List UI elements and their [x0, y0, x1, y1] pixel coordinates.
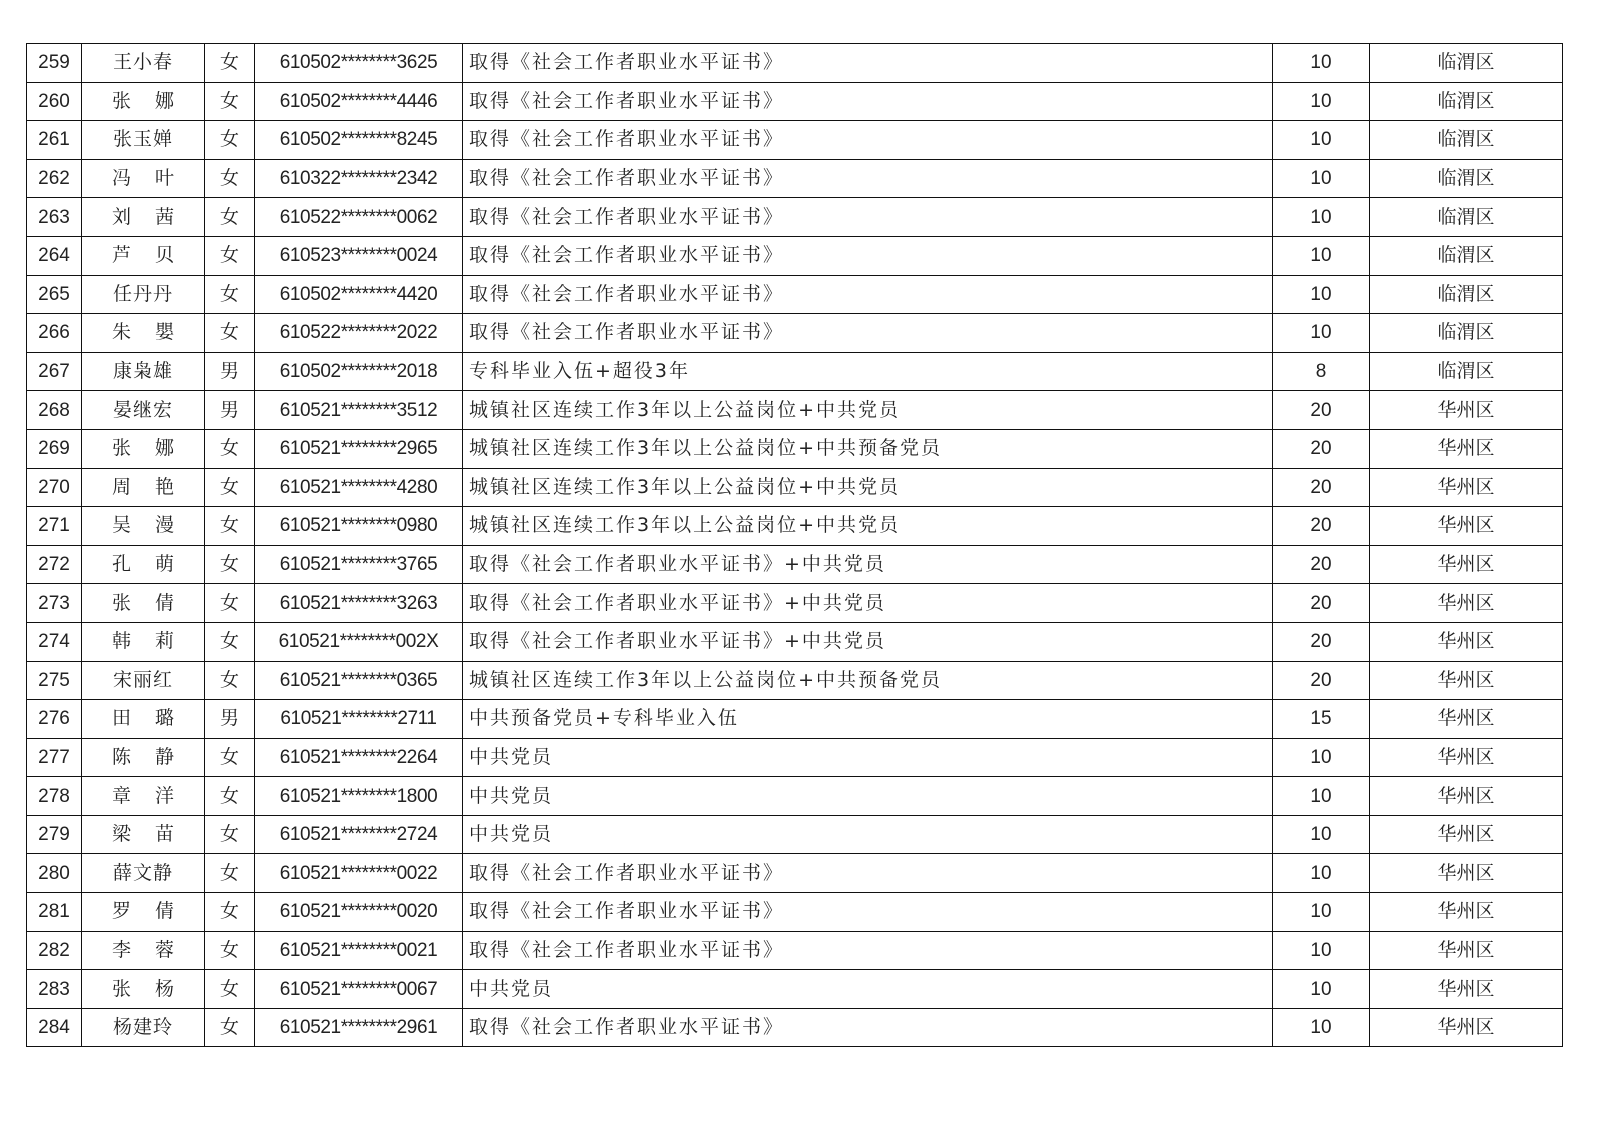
cell-district: 临渭区	[1370, 159, 1563, 198]
cell-condition: 取得《社会工作者职业水平证书》+中共党员	[463, 584, 1273, 623]
cell-number: 261	[27, 121, 82, 160]
cell-district: 华州区	[1370, 429, 1563, 468]
cell-condition: 取得《社会工作者职业水平证书》	[463, 159, 1273, 198]
cell-score: 10	[1273, 738, 1370, 777]
cell-district: 华州区	[1370, 391, 1563, 430]
table-row	[27, 1008, 1563, 1047]
cell-district: 华州区	[1370, 1008, 1563, 1047]
cell-condition: 取得《社会工作者职业水平证书》	[463, 236, 1273, 275]
table-row	[27, 429, 1563, 468]
cell-name: 张杨	[82, 970, 205, 1009]
cell-sex: 女	[205, 893, 255, 932]
cell-id-number: 610521********3512	[255, 391, 463, 430]
cell-sex: 女	[205, 275, 255, 314]
cell-name: 韩莉	[82, 622, 205, 661]
cell-number: 266	[27, 314, 82, 353]
cell-sex: 男	[205, 391, 255, 430]
cell-id-number: 610502********8245	[255, 121, 463, 160]
table-row	[27, 584, 1563, 623]
cell-name: 宋丽红	[82, 661, 205, 700]
cell-name: 任丹丹	[82, 275, 205, 314]
table-row	[27, 738, 1563, 777]
cell-name: 陈静	[82, 738, 205, 777]
cell-score: 10	[1273, 1008, 1370, 1047]
cell-name: 芦贝	[82, 236, 205, 275]
cell-district: 华州区	[1370, 584, 1563, 623]
cell-score: 10	[1273, 82, 1370, 121]
cell-district: 华州区	[1370, 738, 1563, 777]
cell-number: 284	[27, 1008, 82, 1047]
cell-number: 281	[27, 893, 82, 932]
cell-score: 10	[1273, 854, 1370, 893]
cell-sex: 女	[205, 429, 255, 468]
cell-condition: 取得《社会工作者职业水平证书》	[463, 275, 1273, 314]
cell-id-number: 610521********2711	[255, 700, 463, 739]
cell-district: 华州区	[1370, 545, 1563, 584]
cell-score: 20	[1273, 429, 1370, 468]
cell-score: 20	[1273, 468, 1370, 507]
cell-condition: 中共党员	[463, 777, 1273, 816]
table-row	[27, 854, 1563, 893]
cell-sex: 女	[205, 777, 255, 816]
cell-name: 朱嬰	[82, 314, 205, 353]
cell-condition: 取得《社会工作者职业水平证书》	[463, 44, 1273, 83]
cell-score: 10	[1273, 970, 1370, 1009]
table-row	[27, 507, 1563, 546]
table-row	[27, 275, 1563, 314]
table-row	[27, 661, 1563, 700]
roster-table	[26, 43, 1563, 1047]
table-row	[27, 545, 1563, 584]
cell-score: 10	[1273, 931, 1370, 970]
cell-condition: 城镇社区连续工作3年以上公益岗位+中共预备党员	[463, 661, 1273, 700]
cell-id-number: 610521********2724	[255, 815, 463, 854]
cell-name: 周艳	[82, 468, 205, 507]
cell-condition: 中共预备党员+专科毕业入伍	[463, 700, 1273, 739]
table-row	[27, 815, 1563, 854]
cell-sex: 女	[205, 622, 255, 661]
cell-id-number: 610522********0062	[255, 198, 463, 237]
cell-number: 278	[27, 777, 82, 816]
cell-name: 康枭雄	[82, 352, 205, 391]
cell-number: 275	[27, 661, 82, 700]
table-row	[27, 82, 1563, 121]
cell-number: 270	[27, 468, 82, 507]
cell-score: 10	[1273, 275, 1370, 314]
cell-condition: 取得《社会工作者职业水平证书》+中共党员	[463, 622, 1273, 661]
cell-condition: 取得《社会工作者职业水平证书》	[463, 198, 1273, 237]
cell-condition: 取得《社会工作者职业水平证书》	[463, 854, 1273, 893]
cell-name: 吴漫	[82, 507, 205, 546]
table-row	[27, 352, 1563, 391]
cell-sex: 女	[205, 815, 255, 854]
cell-name: 刘茜	[82, 198, 205, 237]
cell-sex: 女	[205, 236, 255, 275]
cell-id-number: 610522********2022	[255, 314, 463, 353]
cell-number: 279	[27, 815, 82, 854]
cell-name: 李蓉	[82, 931, 205, 970]
cell-score: 10	[1273, 198, 1370, 237]
cell-name: 张倩	[82, 584, 205, 623]
cell-district: 华州区	[1370, 815, 1563, 854]
cell-district: 华州区	[1370, 700, 1563, 739]
cell-score: 8	[1273, 352, 1370, 391]
cell-district: 临渭区	[1370, 275, 1563, 314]
cell-condition: 城镇社区连续工作3年以上公益岗位+中共党员	[463, 468, 1273, 507]
cell-number: 259	[27, 44, 82, 83]
cell-number: 282	[27, 931, 82, 970]
cell-name: 孔萌	[82, 545, 205, 584]
cell-id-number: 610322********2342	[255, 159, 463, 198]
cell-score: 10	[1273, 815, 1370, 854]
table-row	[27, 314, 1563, 353]
cell-id-number: 610502********2018	[255, 352, 463, 391]
table-row	[27, 931, 1563, 970]
cell-sex: 女	[205, 545, 255, 584]
cell-condition: 取得《社会工作者职业水平证书》	[463, 931, 1273, 970]
cell-district: 华州区	[1370, 854, 1563, 893]
table-row	[27, 468, 1563, 507]
cell-district: 华州区	[1370, 661, 1563, 700]
cell-number: 272	[27, 545, 82, 584]
cell-number: 268	[27, 391, 82, 430]
cell-id-number: 610521********0365	[255, 661, 463, 700]
cell-id-number: 610521********3263	[255, 584, 463, 623]
cell-number: 267	[27, 352, 82, 391]
cell-id-number: 610502********4420	[255, 275, 463, 314]
cell-id-number: 610521********0021	[255, 931, 463, 970]
cell-district: 华州区	[1370, 507, 1563, 546]
cell-score: 20	[1273, 661, 1370, 700]
cell-score: 10	[1273, 236, 1370, 275]
cell-condition: 取得《社会工作者职业水平证书》	[463, 893, 1273, 932]
cell-id-number: 610521********4280	[255, 468, 463, 507]
cell-district: 临渭区	[1370, 44, 1563, 83]
cell-name: 王小春	[82, 44, 205, 83]
cell-district: 临渭区	[1370, 121, 1563, 160]
cell-sex: 女	[205, 854, 255, 893]
table-row	[27, 121, 1563, 160]
roster-body	[27, 44, 1563, 1047]
cell-sex: 女	[205, 931, 255, 970]
cell-district: 华州区	[1370, 970, 1563, 1009]
cell-score: 20	[1273, 622, 1370, 661]
cell-number: 277	[27, 738, 82, 777]
cell-id-number: 610521********1800	[255, 777, 463, 816]
cell-score: 10	[1273, 159, 1370, 198]
table-row	[27, 159, 1563, 198]
cell-condition: 中共党员	[463, 970, 1273, 1009]
cell-id-number: 610502********4446	[255, 82, 463, 121]
cell-number: 262	[27, 159, 82, 198]
cell-number: 280	[27, 854, 82, 893]
cell-id-number: 610521********002X	[255, 622, 463, 661]
cell-condition: 中共党员	[463, 738, 1273, 777]
cell-sex: 女	[205, 1008, 255, 1047]
cell-name: 梁苗	[82, 815, 205, 854]
cell-name: 冯叶	[82, 159, 205, 198]
cell-condition: 中共党员	[463, 815, 1273, 854]
cell-sex: 女	[205, 121, 255, 160]
cell-score: 20	[1273, 507, 1370, 546]
cell-score: 15	[1273, 700, 1370, 739]
cell-district: 华州区	[1370, 468, 1563, 507]
cell-name: 罗倩	[82, 893, 205, 932]
cell-number: 273	[27, 584, 82, 623]
cell-sex: 女	[205, 159, 255, 198]
cell-condition: 取得《社会工作者职业水平证书》	[463, 1008, 1273, 1047]
cell-district: 临渭区	[1370, 352, 1563, 391]
cell-condition: 取得《社会工作者职业水平证书》	[463, 314, 1273, 353]
cell-number: 269	[27, 429, 82, 468]
cell-sex: 女	[205, 584, 255, 623]
cell-score: 10	[1273, 893, 1370, 932]
cell-condition: 城镇社区连续工作3年以上公益岗位+中共党员	[463, 507, 1273, 546]
table-row	[27, 700, 1563, 739]
table-row	[27, 970, 1563, 1009]
cell-score: 20	[1273, 584, 1370, 623]
cell-sex: 女	[205, 82, 255, 121]
cell-condition: 取得《社会工作者职业水平证书》	[463, 121, 1273, 160]
cell-condition: 取得《社会工作者职业水平证书》	[463, 82, 1273, 121]
cell-district: 临渭区	[1370, 314, 1563, 353]
cell-district: 华州区	[1370, 777, 1563, 816]
cell-number: 260	[27, 82, 82, 121]
cell-number: 274	[27, 622, 82, 661]
cell-id-number: 610521********2961	[255, 1008, 463, 1047]
cell-id-number: 610502********3625	[255, 44, 463, 83]
cell-district: 临渭区	[1370, 198, 1563, 237]
cell-condition: 城镇社区连续工作3年以上公益岗位+中共党员	[463, 391, 1273, 430]
cell-name: 晏继宏	[82, 391, 205, 430]
cell-score: 20	[1273, 545, 1370, 584]
cell-name: 张娜	[82, 429, 205, 468]
table-row	[27, 236, 1563, 275]
cell-condition: 取得《社会工作者职业水平证书》+中共党员	[463, 545, 1273, 584]
cell-name: 张玉婵	[82, 121, 205, 160]
cell-name: 田璐	[82, 700, 205, 739]
cell-score: 10	[1273, 44, 1370, 83]
table-row	[27, 777, 1563, 816]
cell-id-number: 610521********2965	[255, 429, 463, 468]
cell-name: 章洋	[82, 777, 205, 816]
cell-number: 265	[27, 275, 82, 314]
cell-condition: 专科毕业入伍+超役3年	[463, 352, 1273, 391]
cell-sex: 女	[205, 507, 255, 546]
cell-name: 杨建玲	[82, 1008, 205, 1047]
cell-score: 10	[1273, 121, 1370, 160]
cell-id-number: 610521********0067	[255, 970, 463, 1009]
table-row	[27, 893, 1563, 932]
table-row	[27, 391, 1563, 430]
cell-name: 张娜	[82, 82, 205, 121]
cell-score: 20	[1273, 391, 1370, 430]
cell-condition: 城镇社区连续工作3年以上公益岗位+中共预备党员	[463, 429, 1273, 468]
cell-id-number: 610521********0020	[255, 893, 463, 932]
cell-district: 华州区	[1370, 893, 1563, 932]
cell-number: 264	[27, 236, 82, 275]
cell-number: 263	[27, 198, 82, 237]
table-row	[27, 198, 1563, 237]
table-row	[27, 622, 1563, 661]
cell-sex: 女	[205, 738, 255, 777]
cell-sex: 男	[205, 700, 255, 739]
cell-id-number: 610521********3765	[255, 545, 463, 584]
cell-name: 薛文静	[82, 854, 205, 893]
cell-number: 271	[27, 507, 82, 546]
cell-id-number: 610521********0022	[255, 854, 463, 893]
cell-number: 283	[27, 970, 82, 1009]
cell-district: 华州区	[1370, 931, 1563, 970]
cell-district: 临渭区	[1370, 82, 1563, 121]
cell-score: 10	[1273, 314, 1370, 353]
cell-sex: 女	[205, 661, 255, 700]
cell-sex: 女	[205, 198, 255, 237]
cell-sex: 女	[205, 314, 255, 353]
cell-sex: 女	[205, 468, 255, 507]
cell-sex: 女	[205, 970, 255, 1009]
cell-district: 华州区	[1370, 622, 1563, 661]
cell-id-number: 610521********0980	[255, 507, 463, 546]
cell-id-number: 610521********2264	[255, 738, 463, 777]
cell-sex: 女	[205, 44, 255, 83]
cell-score: 10	[1273, 777, 1370, 816]
cell-id-number: 610523********0024	[255, 236, 463, 275]
cell-sex: 男	[205, 352, 255, 391]
cell-district: 临渭区	[1370, 236, 1563, 275]
table-row	[27, 44, 1563, 83]
cell-number: 276	[27, 700, 82, 739]
